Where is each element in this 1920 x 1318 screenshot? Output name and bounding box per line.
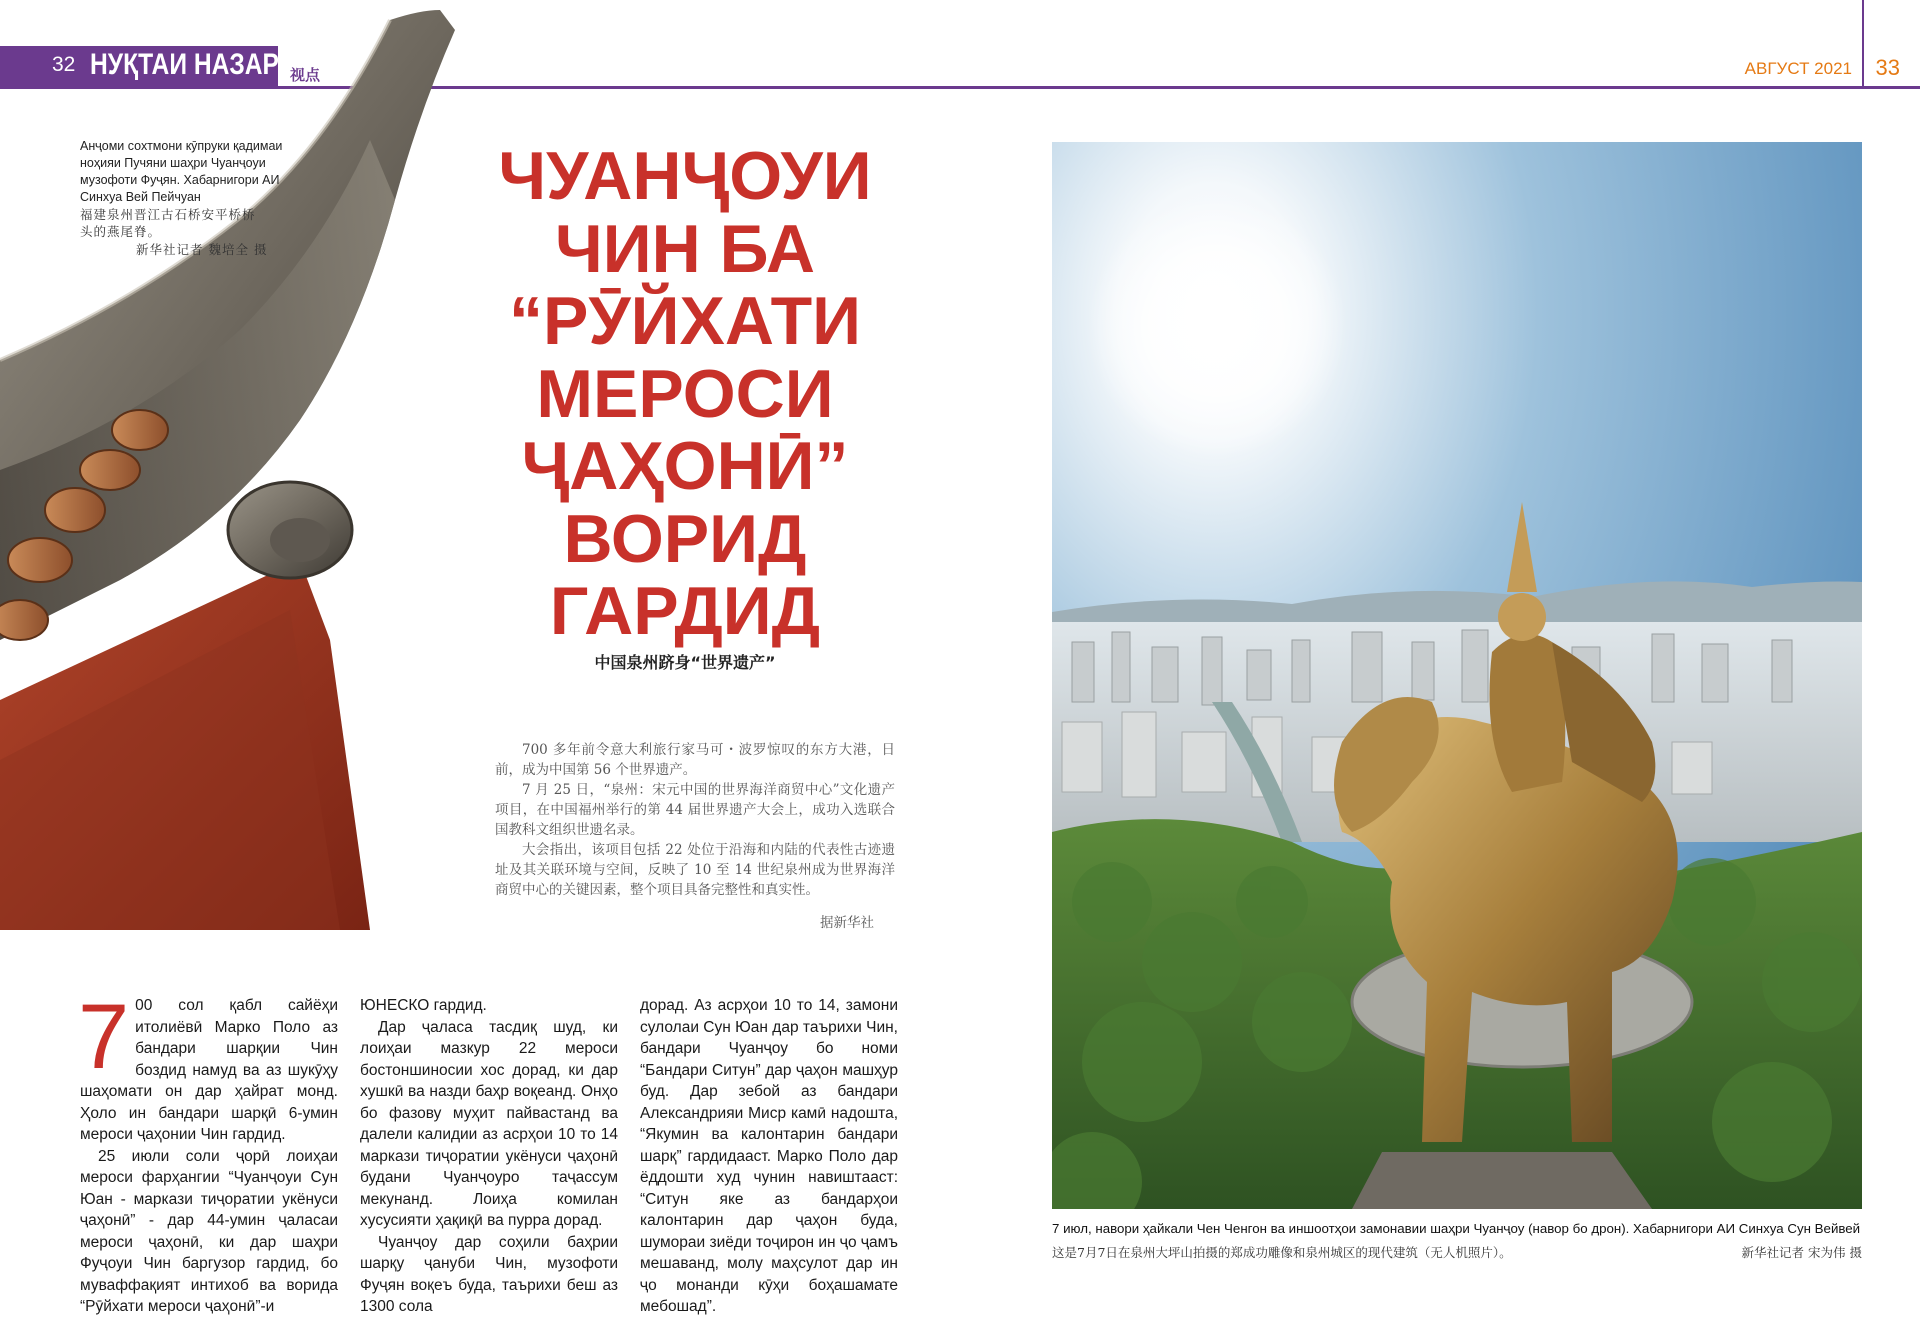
photo-right-credit: 新华社记者 宋为伟 摄 xyxy=(1741,1245,1862,1260)
drop-cap: 7 xyxy=(78,986,130,1088)
headline-line: ЧУАНҶОУИ xyxy=(498,138,872,214)
headline-line: ВОРИД xyxy=(563,500,807,577)
city-statue-photo xyxy=(1052,142,1862,1209)
photo-left-credit: 新华社记者 魏培全 摄 xyxy=(136,242,268,257)
caption-line: Синхуа Вей Пейчуан xyxy=(80,190,201,204)
issue-date: АВГУСТ 2021 xyxy=(1744,59,1852,78)
summary-source: 据新华社 xyxy=(820,915,874,931)
body-text: 00 сол қабл сайёҳи итолиёвӣ Марко Поло аз бандари шарқии Чин боздид намуд ва аз шукӯҳу шаҳомати он дар ҳайрат монд. Ҳоло ин бандари шарқӣ 6-умин мероси ҷаҳонии Чин гардид. xyxy=(80,997,338,1143)
body-paragraph: дорад. Аз асрҳои 10 то 14, замони сулолаи Сун Юан дар таърихи Чин, бандари Чуанҷоу бо номи “Бандари Ситун” дар ҷаҳон машҳур буд. Дар зебой аз бандари Александрияи Миср камӣ надошта, “Якумин ва калонтарин бандари шарқ” гардидааст. Марко Поло дар ёддошти худ чунин навиштааст: “Ситун яке аз бандарҳои калонтарин дар ҷаҳон буда, шумораи зиёди тоҷирон ин ҷо ҷамъ мешаванд, молу маҳсулот дар ин ҷо монанди кӯҳи боҳашамате мебошад”. xyxy=(640,997,898,1315)
body-paragraph: ЮНЕСКО гардид. xyxy=(360,997,487,1014)
photo-left-caption xyxy=(80,138,330,206)
page-number-left: 32 xyxy=(52,53,76,76)
headline-line: МЕРОСИ xyxy=(536,355,834,432)
body-paragraph: 25 июли соли ҷорӣ лоиҳаи мероси фарҳангии “Чуанҷоуи Сун Юан - маркази тиҷоратии укёнуси ҷаҳонӣ” - дар 44-умин ҷаласаи мероси ҷаҳонӣ, ки дар шаҳри Фуҷоуи Чин баргузор гардид, бо муваффақият интихоб ва ворида “Рӯйхати мероси ҷаҳонӣ”-и xyxy=(80,1147,338,1315)
summary-paragraph: 大会指出，该项目包括 22 处位于沿海和内陆的代表性古迹遗址及其关联环境与空间，反映了 10 至 14 世纪泉州成为世界海洋商贸中心的关键因素，整个项目具备完整性和真实性。 xyxy=(495,842,895,898)
caption-line: Анҷоми сохтмони кӯпруки қадимаи xyxy=(80,139,283,153)
body-column-1 xyxy=(78,986,338,1318)
body-column-2 xyxy=(360,995,618,1318)
headline-line: ЧИН БА xyxy=(554,210,816,287)
body-paragraph: Чуанҷоу дар соҳили баҳрии шарқу ҷануби Чин, музофоти Фуҷян воқеъ буда, таърихи беш аз 1300 сола xyxy=(360,1233,618,1315)
body-paragraph xyxy=(78,986,338,1146)
body-column-3 xyxy=(640,995,898,1318)
headline-line: ҶАҲОНӢ” xyxy=(521,428,849,504)
page-number-right: 33 xyxy=(1875,55,1900,80)
headline-subtitle-cn: 中国泉州跻身“世界遗产” xyxy=(594,653,776,672)
section-title: НУҚТАИ НАЗАР xyxy=(90,48,279,81)
caption-line: ноҳияи Пучяни шаҳри Чуанҷоуи xyxy=(80,156,266,170)
summary-paragraph: 700 多年前令意大利旅行家马可・波罗惊叹的东方大港，日前，成为中国第 56 个世界遗产。 xyxy=(495,742,895,778)
header-vertical-rule xyxy=(1862,0,1864,86)
photo-right-caption: 7 июл, навори ҳайкали Чен Ченгон ва иншоотҳои замонавии шаҳри Чуанҷоу (навор бо дрон). Хабарнигори АИ Синхуа Сун Вейвей xyxy=(1052,1221,1861,1236)
summary-paragraph: 7 月 25 日，“泉州：宋元中国的世界海洋商贸中心”文化遗产项目，在中国福州举行的第 44 届世界遗产大会上，成功入选联合国教科文组织世遗名录。 xyxy=(495,782,895,838)
headline-line: ГАРДИД xyxy=(549,573,821,649)
caption-line: музофоти Фуҷян. Хабарнигори АИ xyxy=(80,173,280,187)
photo-right-caption-cn: 这是7月7日在泉州大坪山拍摄的郑成功雕像和泉州城区的现代建筑（无人机照片）。 xyxy=(1052,1245,1512,1260)
photo-left-caption-cn xyxy=(80,206,280,240)
summary-cn xyxy=(495,740,895,900)
headline-line: “РӮЙХАТИ xyxy=(508,283,862,359)
section-title-cn: 视点 xyxy=(290,66,321,84)
body-paragraph: Дар ҷаласа тасдиқ шуд, ки лоиҳаи мазкур 22 мероси бостоншиносии хос дорад, ки дар хушкӣ ва назди баҳр воқеанд. Онҳо бо фазову муҳит пайвастанд ва далели калидии аз асрҳои 10 то 14 маркази тиҷоратии укёнуси ҷаҳонӣ будани Чуанҷоуро таҷассум мекунанд. Лоиҳа комилан хусусияти ҳақиқӣ ва пурра дорад. xyxy=(360,1018,618,1229)
headline xyxy=(480,140,890,648)
caption-cn-line: 福建泉州晋江古石桥安平桥桥 xyxy=(80,207,256,222)
caption-cn-line: 头的燕尾脊。 xyxy=(80,224,162,239)
